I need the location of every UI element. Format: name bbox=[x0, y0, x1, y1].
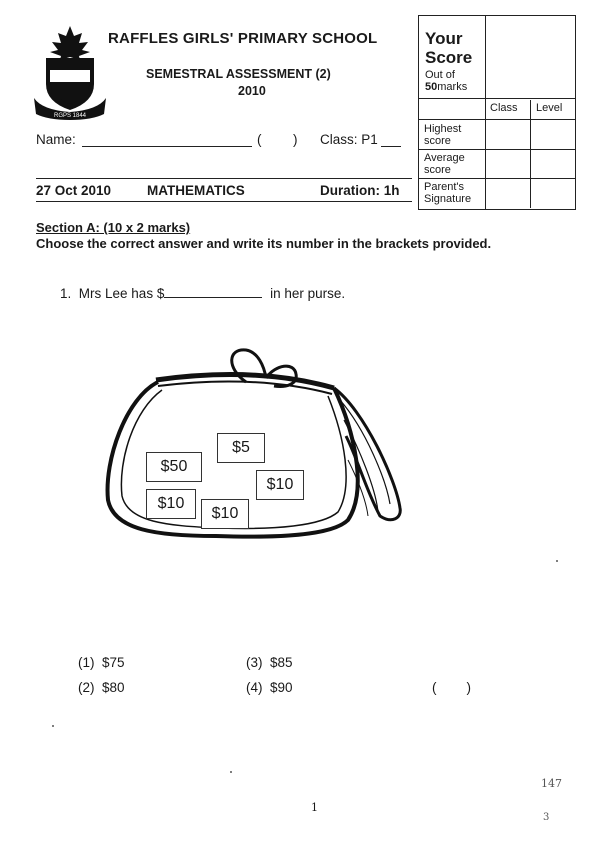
handwritten-mark: 147 bbox=[541, 777, 562, 790]
divider-bottom bbox=[36, 201, 412, 202]
class-column-header: Class bbox=[490, 102, 518, 114]
score-box-divider-2 bbox=[530, 100, 531, 208]
page-number: 1 bbox=[311, 801, 318, 814]
option-1[interactable]: (1) $75 bbox=[78, 655, 125, 670]
assessment-year: 2010 bbox=[238, 84, 266, 98]
class-field[interactable] bbox=[381, 146, 401, 147]
handwritten-mark: 3 bbox=[543, 812, 550, 823]
your-score-label: Your Score bbox=[425, 29, 473, 67]
section-instruction: Choose the correct answer and write its number in the brackets provided. bbox=[36, 236, 492, 251]
note-50: $50 bbox=[146, 452, 202, 482]
divider-top bbox=[36, 178, 412, 179]
crest-motto: RGPS 1844 bbox=[53, 113, 87, 119]
register-bracket-open: ( bbox=[257, 132, 262, 147]
answer-blank[interactable] bbox=[164, 297, 262, 298]
info-row bbox=[36, 183, 414, 201]
average-score-label: Average score bbox=[424, 152, 465, 176]
note-10: $10 bbox=[256, 470, 304, 500]
subject-title: MATHEMATICS bbox=[147, 183, 245, 198]
option-2[interactable]: (2) $80 bbox=[78, 680, 125, 695]
exam-date: 27 Oct 2010 bbox=[36, 183, 112, 198]
school-name: RAFFLES GIRLS' PRIMARY SCHOOL bbox=[108, 30, 378, 47]
your-score-field[interactable] bbox=[485, 16, 575, 98]
question-text-before: Mrs Lee has $ bbox=[78, 286, 165, 301]
question-text-after: in her purse. bbox=[270, 286, 346, 301]
duration-text: Duration: 1h bbox=[320, 183, 400, 198]
parent-signature-label: Parent's Signature bbox=[424, 181, 472, 205]
level-column-header: Level bbox=[536, 102, 563, 114]
name-field[interactable] bbox=[82, 146, 252, 147]
option-4[interactable]: (4) $90 bbox=[246, 680, 293, 695]
scan-speck bbox=[230, 771, 232, 773]
score-box bbox=[418, 15, 576, 210]
option-3[interactable]: (3) $85 bbox=[246, 655, 293, 670]
highest-score-label: Highest score bbox=[424, 123, 462, 147]
question-number: 1. bbox=[60, 286, 72, 301]
section-title: Section A: (10 x 2 marks) bbox=[36, 220, 191, 235]
name-label: Name: bbox=[36, 132, 76, 147]
answer-bracket[interactable]: ( ) bbox=[432, 680, 471, 695]
name-class-row bbox=[36, 132, 416, 152]
out-of-label: Out of 50marks bbox=[425, 69, 468, 93]
option-value: $90 bbox=[270, 680, 293, 695]
school-crest-logo bbox=[32, 24, 108, 120]
register-bracket-close: ) bbox=[293, 132, 298, 147]
scan-speck bbox=[556, 560, 558, 562]
note-5: $5 bbox=[217, 433, 265, 463]
assessment-title: SEMESTRAL ASSESSMENT (2) bbox=[146, 67, 331, 81]
class-label: Class: P1 bbox=[320, 132, 378, 147]
note-10: $10 bbox=[201, 499, 249, 529]
total-marks: 50 bbox=[425, 81, 438, 93]
scan-speck bbox=[52, 725, 54, 727]
option-value: $75 bbox=[102, 655, 125, 670]
option-value: $80 bbox=[102, 680, 125, 695]
question-1 bbox=[60, 286, 345, 301]
note-10: $10 bbox=[146, 489, 196, 519]
option-value: $85 bbox=[270, 655, 293, 670]
